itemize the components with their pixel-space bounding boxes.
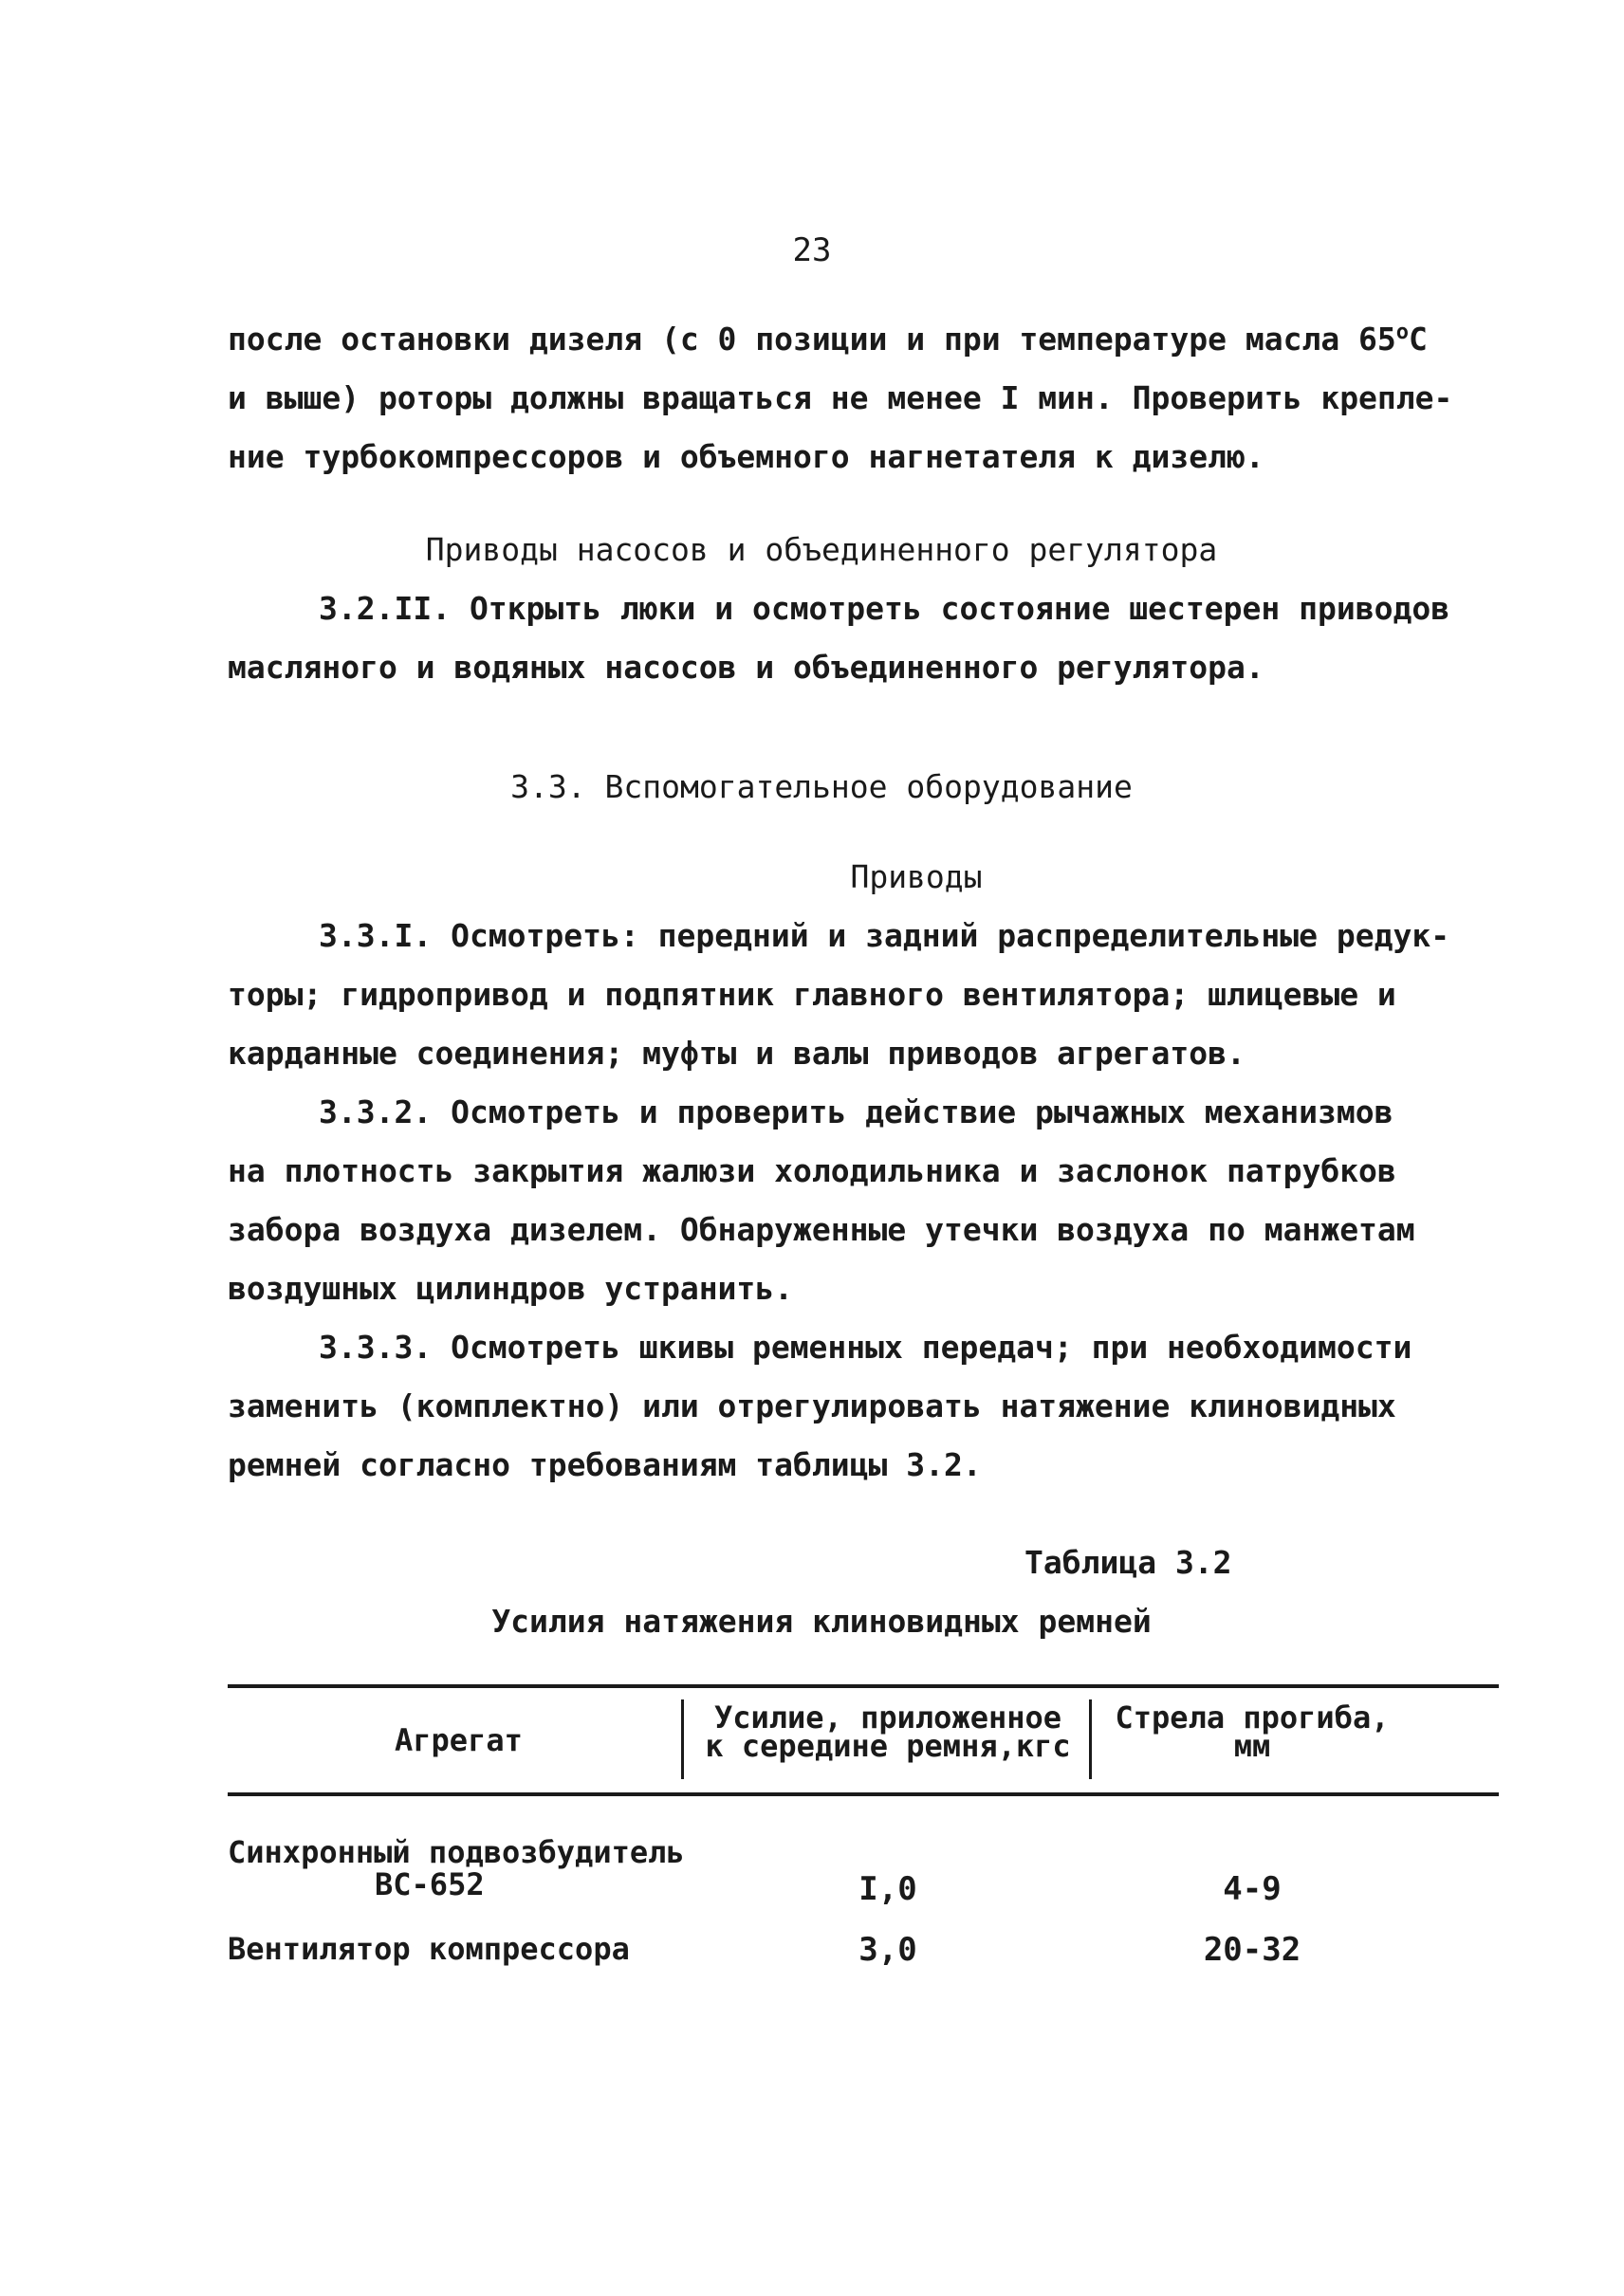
table-header-aggregate: Агрегат: [395, 1722, 523, 1758]
text-line: 3.2.II. Открыть люки и осмотреть состояние шестерен приводов: [319, 590, 1450, 627]
header-line: к середине ремня,кгс: [705, 1728, 1071, 1764]
degree-sign: о: [1395, 321, 1410, 344]
table-header-force: [692, 1699, 1083, 1764]
table-title: Усилия натяжения клиновидных ремней: [491, 1603, 1152, 1640]
text-span: после остановки дизеля (с 0 позиции и при температуре масла 65: [228, 321, 1396, 358]
text-line: 3.3.3. Осмотреть шкивы ременных передач; при необходимости: [319, 1329, 1412, 1366]
table-row-2-force: 3,0: [858, 1931, 917, 1969]
text-line: заменить (комплектно) или отрегулировать натяжение клиновидных: [228, 1387, 1396, 1424]
text-line: ремней согласно требованиям таблицы 3.2.: [228, 1446, 982, 1483]
table-row-1-force: I,0: [858, 1870, 917, 1908]
section-3-3-subtitle: Приводы: [850, 858, 983, 895]
text-line: воздушных цилиндров устранить.: [228, 1270, 794, 1307]
table-label: Таблица 3.2: [1024, 1544, 1232, 1581]
section-3-3-title: 3.3. Вспомогательное оборудование: [510, 768, 1133, 805]
text-line: забора воздуха дизелем. Обнаруженные утечки воздуха по манжетам: [228, 1211, 1415, 1248]
text-line: ние турбокомпрессоров и объемного нагнетателя к дизелю.: [228, 438, 1264, 475]
text-line: карданные соединения; муфты и валы приводов агрегатов.: [228, 1035, 1246, 1072]
table-top-rule: [228, 1684, 1499, 1688]
text-line: на плотность закрытия жалюзи холодильника и заслонок патрубков: [228, 1152, 1396, 1189]
column-divider: [681, 1699, 684, 1779]
subsection-title-drives-pumps: Приводы насосов и объединенного регулятора: [425, 531, 1218, 568]
table-row-2-deflection: 20-32: [1203, 1931, 1301, 1969]
text-line: [228, 321, 1428, 358]
text-line: масляного и водяных насосов и объединенного регулятора.: [228, 649, 1264, 686]
text-line: и выше) роторы должны вращаться не менее I мин. Проверить крепле-: [228, 379, 1453, 416]
table-header-deflection: [1100, 1699, 1404, 1764]
text-span: С: [1409, 321, 1428, 358]
column-divider: [1089, 1699, 1092, 1779]
header-line: Стрела прогиба,: [1115, 1699, 1390, 1736]
text-line: 3.3.2. Осмотреть и проверить действие рычажных механизмов: [319, 1093, 1393, 1130]
page-number: 23: [792, 231, 832, 269]
row-name-line: ВС-652: [375, 1866, 485, 1902]
header-line: мм: [1233, 1728, 1271, 1764]
row-name-line: Синхронный подвозбудитель: [228, 1834, 685, 1870]
header-line: Усилие, приложенное: [713, 1699, 1062, 1736]
table-row-2-name: Вентилятор компрессора: [228, 1931, 630, 1967]
table-row-1-deflection: 4-9: [1223, 1870, 1282, 1908]
text-line: торы; гидропривод и подпятник главного вентилятора; шлицевые и: [228, 976, 1396, 1013]
text-line: 3.3.I. Осмотреть: передний и задний распределительные редук-: [319, 917, 1450, 954]
table-row-1-name: [228, 1836, 685, 1901]
table-header-rule: [228, 1792, 1499, 1796]
